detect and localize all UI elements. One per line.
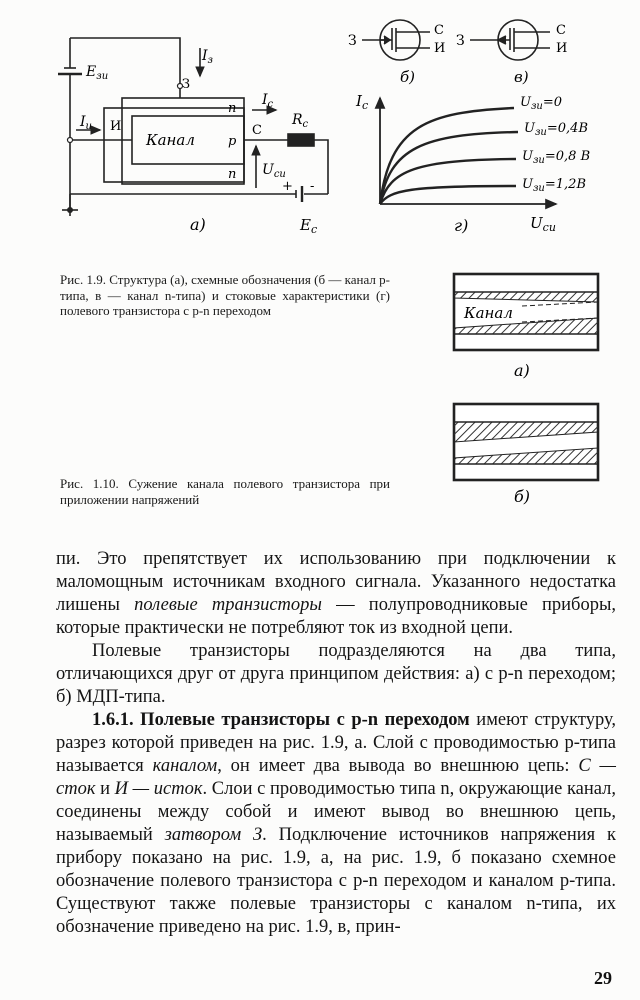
- curve-3: [380, 186, 516, 204]
- figure-1-9-c-symbol: [456, 12, 596, 87]
- curve-0: [380, 108, 514, 204]
- channel-label: Канал: [146, 131, 195, 149]
- n-region-top: n: [228, 101, 237, 116]
- minus-sign: -: [310, 179, 315, 194]
- figure-1-10-a: [452, 272, 602, 392]
- curve-label-2: $U_{зи}=0,8$ В: [522, 149, 591, 166]
- rc-label: $R_с$: [292, 112, 309, 130]
- figure-1-10-caption: [60, 476, 390, 507]
- fig-a-label: а): [190, 215, 206, 234]
- fig110-a-label: а): [514, 361, 530, 380]
- section-heading: 1.6.1. Полевые транзисторы с p-n переходом: [92, 710, 470, 730]
- paragraph-1: пи. Это препятствует их использованию при подключении к маломощным источникам входного сигнала. Указанного недостатка лишены полевые транзисторы — полупроводниковые приборы, которые практически не потребляют ток из входной цепи.: [56, 549, 617, 638]
- curve-label-3: $U_{зи}=1,2В$: [522, 177, 586, 194]
- caption-1-9-text: Структура (а), схемные обозначения (б — канал p-типа, в — канал n-типа) и стоковые характеристики (г) полевого транзистора с p-n переходом: [60, 272, 390, 318]
- symbol-c-label: в): [514, 68, 529, 86]
- iz-label: $I_з$: [202, 48, 213, 66]
- figure-1-9-a-circuit: [40, 28, 350, 238]
- ezi-label: $E_{зи}$: [86, 64, 109, 82]
- plus-sign: +: [282, 179, 293, 194]
- caption-1-10-head: Рис. 1.10.: [60, 476, 119, 491]
- drain-terminal-label: С: [252, 123, 262, 138]
- page-number: 29: [594, 968, 612, 988]
- curve-label-1: $U_{зи}=0,4В$: [524, 121, 588, 138]
- curve-label-0: $U_{зи}=0$: [520, 95, 563, 112]
- symbol-b-drain: С: [434, 23, 444, 38]
- symbol-b-label: б): [400, 68, 416, 86]
- fig110-channel-label: Канал: [464, 304, 513, 322]
- figure-1-9-caption: [60, 272, 390, 319]
- symbol-c-gate: З: [456, 33, 465, 49]
- paragraph-3: 1.6.1. Полевые транзисторы с p-n переходом имеют структуру, разрез которой приведен на рис. 1.9, а. Слой с проводимостью p-типа называется каналом, он имеет два вывода во внешнюю цепь: С — сток и И — исток. Слои с проводимостью типа n, окружающие канал, соединены между собой и имеют вывод во внешнюю цепь, называемый затвором З. Подключение источников напряжения к прибору показано на рис. 1.9, а, на рис. 1.9, б показано схемное обозначение полевого транзистора с p-n переходом и каналом p-типа. Существуют также полевые транзисторы с каналом n-типа, их обозначение приведено на рис. 1.9, в, прин-: [56, 710, 617, 937]
- fig110-b-label: б): [514, 487, 531, 506]
- p-region: p: [228, 134, 237, 149]
- figure-1-9-g-characteristics: [346, 86, 626, 246]
- symbol-b-gate: З: [348, 33, 357, 49]
- paragraph-2: Полевые транзисторы подразделяются на два типа, отличающихся друг от друга принципом действия: а) с p-n переходом; б) МДП-типа.: [56, 641, 616, 707]
- caption-1-10-text: Сужение канала полевого транзистора при приложении напряжений: [60, 476, 390, 507]
- gate-terminal-label: З: [182, 77, 191, 92]
- axis-y-label: $I_с$: [356, 92, 369, 112]
- ic-label: $I_с$: [262, 92, 274, 110]
- symbol-b-source: И: [434, 41, 446, 56]
- n-region-bottom: n: [228, 167, 237, 182]
- axis-x-label: $U_{си}$: [530, 214, 556, 234]
- ec-label: $E_с$: [300, 216, 318, 236]
- fig-g-label: г): [454, 216, 469, 235]
- symbol-c-source: И: [556, 41, 568, 56]
- curve-2: [380, 159, 516, 204]
- symbol-c-drain: С: [556, 23, 566, 38]
- figure-1-10-b: [452, 402, 602, 512]
- ii-label: $I_и$: [80, 114, 92, 132]
- source-terminal-label: И: [110, 119, 122, 134]
- caption-1-9-head: Рис. 1.9.: [60, 272, 106, 287]
- body-text: [56, 548, 616, 939]
- uci-label: $U_{си}$: [262, 162, 286, 180]
